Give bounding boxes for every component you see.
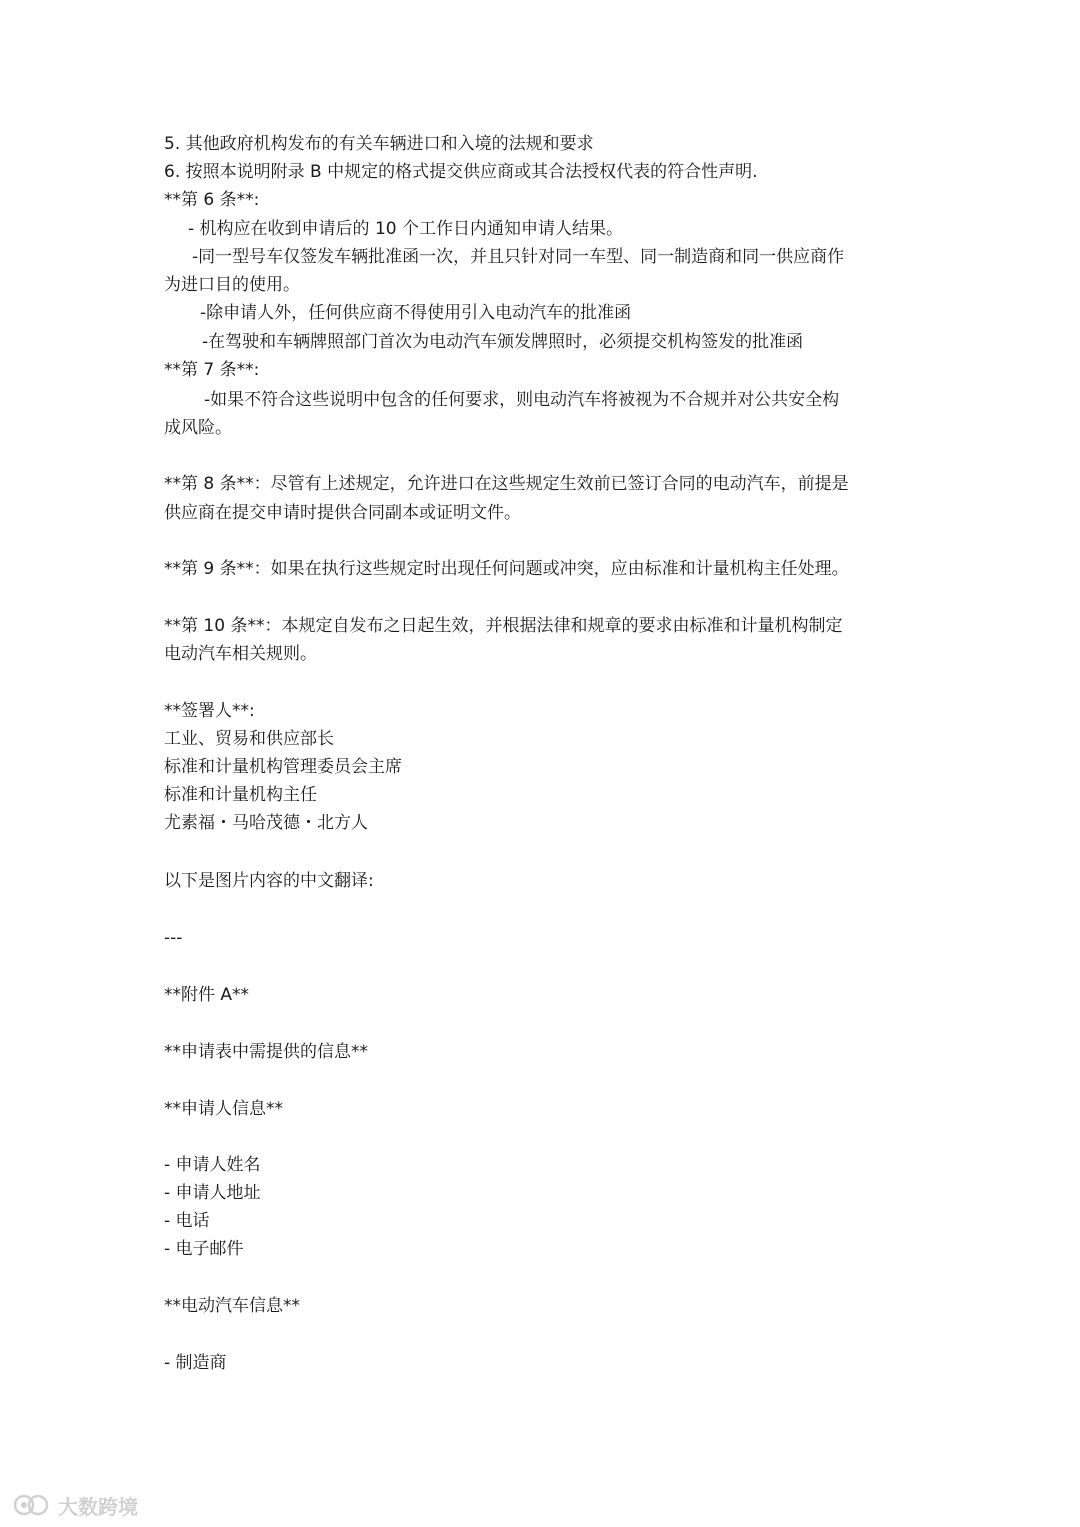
watermark-logo-icon [12,1492,52,1518]
article-8-text: **第 8 条**：尽管有上述规定，允许进口在这些规定生效前已签订合同的电动汽车，前提是 [164,474,849,494]
list-item-manufacturer: - 制造商 [164,1353,227,1373]
article-6-item-4: -在驾驶和车辆牌照部门首次为电动汽车颁发牌照时，必须提交机构签发的批准函 [202,332,804,352]
signatories-heading: **签署人**: [164,701,255,721]
text-line-conformity-declaration: 6. 按照本说明附录 B 中规定的格式提交供应商或其合法授权代表的符合性声明. [164,162,758,182]
list-item-phone: - 电话 [164,1211,210,1231]
list-item-applicant-name: - 申请人姓名 [164,1155,261,1175]
separator-text: --- [164,928,183,948]
article-9-text: **第 9 条**：如果在执行这些规定时出现任何问题或冲突，应由标准和计量机构主任处理。 [164,559,849,579]
list-item-email: - 电子邮件 [164,1239,244,1259]
article-7-item-1: -如果不符合这些说明中包含的任何要求，则电动汽车将被视为不合规并对公共安全构 [204,390,840,410]
signatory-board-chairman: 标准和计量机构管理委员会主席 [164,757,402,777]
application-info-heading: **申请表中需提供的信息** [164,1042,368,1062]
watermark [12,1490,138,1520]
article-6-item-2-cont: 为进口目的使用。 [164,275,300,295]
watermark-text: 大数跨境 [58,1494,138,1519]
article-6-heading: **第 6 条**: [164,190,260,210]
ev-info-heading: **电动汽车信息** [164,1296,300,1316]
annex-a-heading: **附件 A** [164,985,250,1005]
applicant-info-heading: **申请人信息** [164,1099,283,1119]
article-6-item-2: -同一型号车仅签发车辆批准函一次，并且只针对同一车型、同一制造商和同一供应商作 [192,247,845,267]
article-6-item-1: - 机构应在收到申请后的 10 个工作日内通知申请人结果。 [188,219,623,239]
text-line-import-regulations: 5. 其他政府机构发布的有关车辆进口和入境的法规和要求 [164,134,594,154]
article-6-item-3: -除申请人外，任何供应商不得使用引入电动汽车的批准函 [200,303,632,323]
article-7-heading: **第 7 条**: [164,360,260,380]
article-7-item-1-cont: 成风险。 [164,418,232,438]
list-item-applicant-address: - 申请人地址 [164,1183,261,1203]
signatory-director: 标准和计量机构主任 [164,785,317,805]
translation-intro: 以下是图片内容的中文翻译: [164,871,374,891]
signatory-name: 尤素福・马哈茂德・北方人 [164,813,368,833]
signatory-minister: 工业、贸易和供应部长 [164,729,334,749]
article-10-text-cont: 电动汽车相关规则。 [164,644,317,664]
article-8-text-cont: 供应商在提交申请时提供合同副本或证明文件。 [164,503,521,523]
article-10-text: **第 10 条**：本规定自发布之日起生效，并根据法律和规章的要求由标准和计量机构制定 [164,616,843,636]
